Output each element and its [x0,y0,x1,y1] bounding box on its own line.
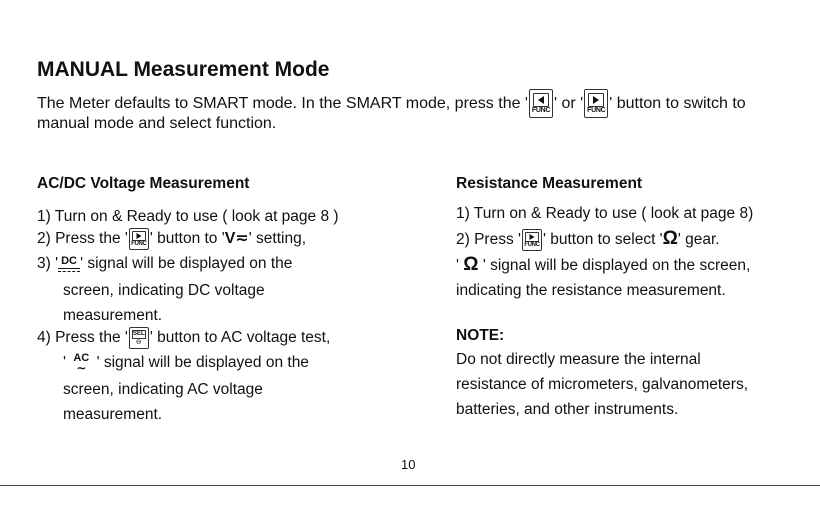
acdc-step-2-after: ' setting, [248,230,307,248]
acdc-step-2-mid: ' button to ' [149,230,225,248]
intro-text-or: ' or ' [553,95,584,112]
acdc-heading: AC/DC Voltage Measurement [37,175,250,192]
sel-label: SEL [132,331,145,337]
resistance-step-1: 1) Turn on & Ready to use ( look at page 8) [456,205,754,222]
func-label: FUNC [524,241,540,248]
page-number: 10 [401,457,416,472]
ohm-symbol-icon: Ω [662,228,678,249]
sel-button-icon [129,327,149,349]
acdc-step-4-before: 4) Press the ' [37,329,128,347]
note-line-1: Do not directly measure the internal [456,351,701,368]
intro-text-before: The Meter defaults to SMART mode. In the SMART mode, press the ' [37,95,528,112]
acdc-step-4-cont-before: ' [63,354,66,371]
acdc-step-4 [37,327,330,349]
acdc-step-1: 1) Turn on & Ready to use ( look at page 8 ) [37,208,339,225]
note-heading: NOTE: [456,327,505,344]
ac-wave: ∼ [76,361,87,376]
func-label: FUNC [131,241,147,247]
func-right-button-icon [584,89,608,118]
footer-divider [0,485,820,486]
acdc-step-3-before: 3) ' [37,255,59,272]
resistance-step-2-cont-before: ' [456,257,459,274]
intro-line-1 [37,89,746,118]
acdc-step-4-cont-3: measurement. [63,406,163,423]
note-line-2: resistance of micrometers, galvanometers, [456,376,749,393]
ac-symbol-icon [70,352,92,376]
resistance-step-2-before: 2) Press ' [456,231,521,248]
func-button-icon [522,229,542,251]
acdc-step-4-after: ' button to AC voltage test, [149,329,331,347]
resistance-step-2-cont [456,254,750,277]
resistance-step-2-mid: ' button to select ' [542,231,663,248]
func-left-button-icon [529,89,553,118]
dc-symbol-icon [58,256,80,272]
acdc-step-4-cont-after: ' signal will be displayed on the [96,354,309,371]
func-label: FUNC [587,107,606,115]
resistance-step-2-after: ' gear. [677,231,720,248]
ohm-symbol-icon: Ω [463,254,479,275]
acdc-step-4-cont-2: screen, indicating AC voltage [63,381,263,398]
func-button-icon [129,228,149,250]
intro-line-2: manual mode and select function. [37,115,277,132]
acdc-step-3-after: ' signal will be displayed on the [80,255,293,272]
note-line-3: batteries, and other instruments. [456,401,679,418]
intro-text-after: ' button to switch to [609,95,746,112]
resistance-step-2-cont-after: ' signal will be displayed on the screen, [482,257,751,274]
func-label: FUNC [531,107,551,115]
acdc-step-2 [37,228,306,250]
acdc-step-3-cont-2: measurement. [63,307,163,324]
ac-label: AC [73,352,90,365]
dc-label: DC [61,254,77,267]
v-ac-symbol-icon: V≂ [224,230,249,248]
acdc-step-3-cont-1: screen, indicating DC voltage [63,282,265,299]
resistance-step-2-cont-2: indicating the resistance measurement. [456,282,726,299]
resistance-heading: Resistance Measurement [456,175,643,192]
page-title: MANUAL Measurement Mode [37,58,330,81]
acdc-step-2-before: 2) Press the ' [37,230,128,248]
acdc-step-4-cont-1 [63,352,309,374]
acdc-step-3 [37,253,292,275]
resistance-step-2 [456,228,720,251]
sel-glyph-icon: ⊖ [135,339,142,346]
